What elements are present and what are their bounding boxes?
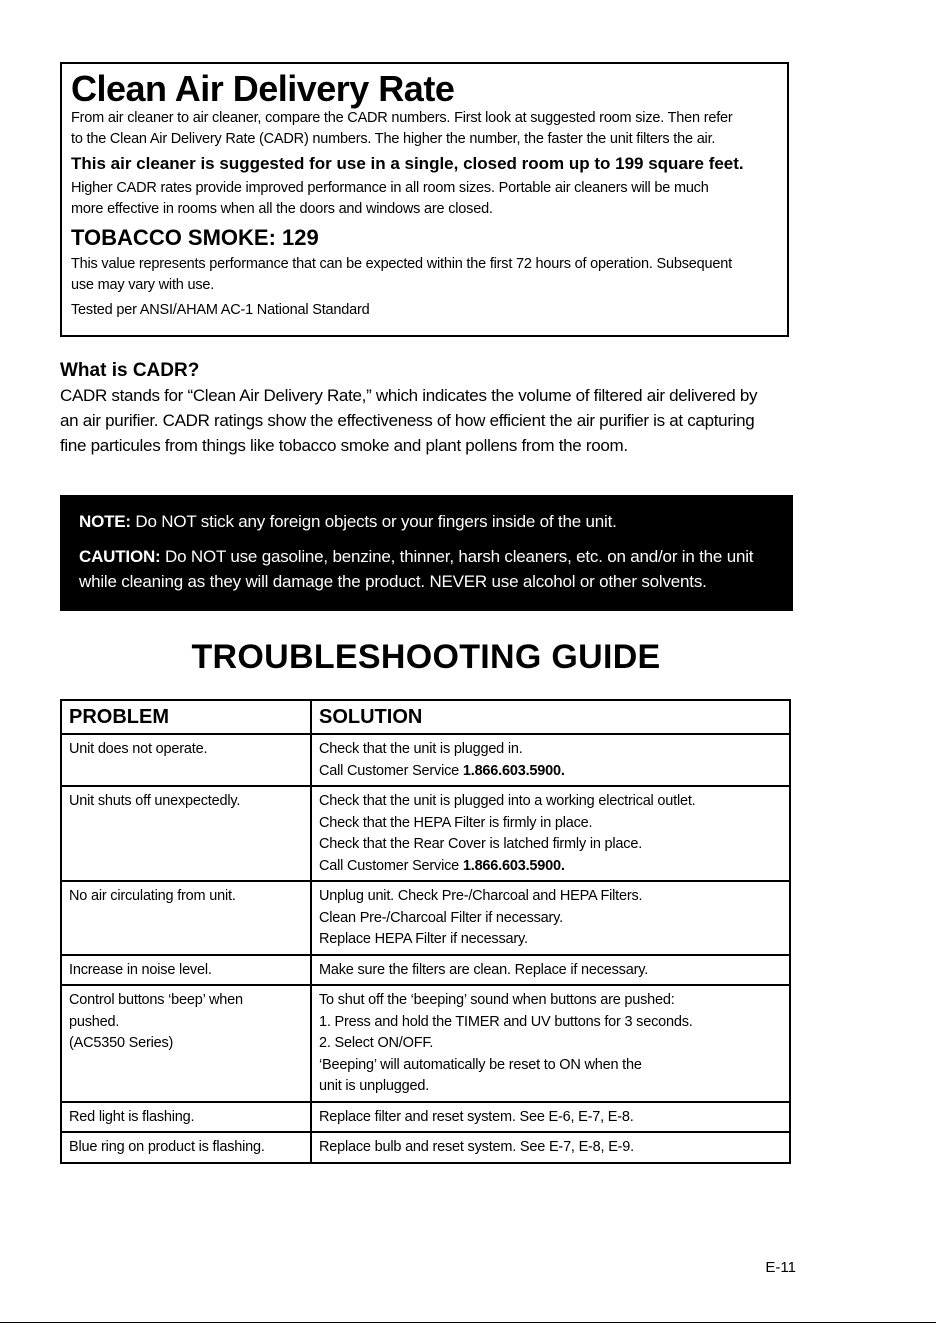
cadr-intro: [71, 108, 777, 150]
solution-line: [319, 1107, 783, 1129]
what-is-cadr-heading: What is CADR?: [60, 360, 200, 381]
problem-cell: [61, 1132, 311, 1163]
troubleshooting-rows: [61, 734, 790, 1163]
solution-text: Replace bulb and reset system. See E-7, E-8, E-9.: [319, 1139, 634, 1155]
note-text: [79, 509, 775, 534]
troubleshooting-table: [60, 699, 791, 1164]
solution-line: [319, 856, 783, 878]
solution-line: [319, 1033, 783, 1055]
cadr-value-note: [71, 254, 777, 296]
what-is-cadr-text: [60, 383, 800, 458]
problem-cell: [61, 881, 311, 955]
solution-line: [319, 1076, 783, 1098]
caution-text: [79, 544, 775, 594]
solution-cell: [311, 985, 790, 1102]
solution-text: Check that the unit is plugged in.: [319, 741, 523, 757]
solution-cell: [311, 786, 790, 881]
solution-text: To shut off the ‘beeping’ sound when buttons are pushed:: [319, 992, 675, 1008]
problem-cell: [61, 786, 311, 881]
solution-line: [319, 739, 783, 761]
solution-line: [319, 1137, 783, 1159]
problem-line: Unit shuts off unexpectedly.: [69, 793, 241, 809]
solution-line: [319, 990, 783, 1012]
solution-text: ‘Beeping’ will automatically be reset to ON when the: [319, 1056, 642, 1073]
solution-line: [319, 761, 783, 783]
solution-line: [319, 908, 783, 930]
solution-text: Clean Pre-/Charcoal Filter if necessary.: [319, 909, 563, 926]
phone-number: 1.866.603.5900.: [462, 762, 565, 779]
problem-line: pushed.: [69, 1013, 120, 1030]
problem-header: PROBLEM: [61, 700, 311, 734]
solution-line: [319, 886, 783, 908]
solution-text: Check that the unit is plugged into a working electrical outlet.: [319, 793, 696, 809]
solution-line: [319, 929, 783, 951]
solution-line: [319, 1055, 783, 1077]
cadr-higher-line: more effective in rooms when all the doors and windows are closed.: [71, 201, 493, 217]
what-is-cadr-line: an air purifier. CADR ratings show the effectiveness of how efficient the air purifier is at capturing: [60, 411, 755, 430]
solution-cell: [311, 881, 790, 955]
solution-text: Check that the HEPA Filter is firmly in place.: [319, 814, 593, 831]
solution-cell: [311, 1102, 790, 1133]
solution-text: 2. Select ON/OFF.: [319, 1035, 434, 1051]
table-row: [61, 881, 790, 955]
solution-text: Unplug unit. Check Pre-/Charcoal and HEPA Filters.: [319, 888, 643, 904]
problem-cell: [61, 734, 311, 786]
solution-cell: [311, 734, 790, 786]
table-row: [61, 1102, 790, 1133]
note-body: Do NOT stick any foreign objects or your fingers inside of the unit.: [130, 512, 617, 531]
solution-text: Call Customer Service: [319, 762, 463, 779]
cadr-value-line: This value represents performance that can be expected within the first 72 hours of operation. Subsequent: [71, 256, 732, 272]
cadr-intro-line: From air cleaner to air cleaner, compare the CADR numbers. First look at suggested room size. Then refer: [71, 110, 733, 126]
table-row: [61, 734, 790, 786]
table-row: [61, 1132, 790, 1163]
problem-line: Control buttons ‘beep’ when: [69, 992, 243, 1008]
solution-line: [319, 791, 783, 813]
page-number: E-11: [765, 1259, 796, 1276]
cadr-info-box: [60, 62, 789, 337]
table-row: [61, 985, 790, 1102]
cadr-higher-rates: [71, 178, 777, 220]
solution-line: [319, 813, 783, 835]
cadr-title: Clean Air Delivery Rate: [71, 68, 455, 109]
solution-text: 1. Press and hold the TIMER and UV buttons for 3 seconds.: [319, 1013, 693, 1030]
note-label: NOTE:: [79, 512, 131, 531]
solution-line: [319, 960, 783, 982]
cadr-intro-line: to the Clean Air Delivery Rate (CADR) numbers. The higher the number, the faster the unit filters the air.: [71, 131, 716, 147]
solution-text: Replace filter and reset system. See E-6, E-7, E-8.: [319, 1108, 634, 1125]
table-row: [61, 786, 790, 881]
problem-cell: [61, 985, 311, 1102]
problem-line: Unit does not operate.: [69, 741, 208, 757]
solution-cell: [311, 1132, 790, 1163]
tobacco-smoke-rating: TOBACCO SMOKE: 129: [71, 225, 319, 250]
solution-header: SOLUTION: [311, 700, 790, 734]
troubleshooting-title: TROUBLESHOOTING GUIDE: [191, 638, 661, 676]
what-is-cadr-line: fine particules from things like tobacco smoke and plant pollens from the room.: [60, 436, 628, 455]
problem-line: (AC5350 Series): [69, 1035, 174, 1051]
cadr-value-line: use may vary with use.: [71, 277, 215, 293]
solution-text: Call Customer Service: [319, 857, 463, 874]
caution-body: Do NOT use gasoline, benzine, thinner, harsh cleaners, etc. on and/or in the unit: [160, 547, 754, 566]
caution-label: CAUTION:: [79, 547, 161, 566]
caution-body-continued: while cleaning as they will damage the product. NEVER use alcohol or other solvents.: [79, 572, 707, 591]
solution-text: unit is unplugged.: [319, 1078, 430, 1094]
problem-line: Increase in noise level.: [69, 961, 212, 978]
room-size-suggestion: This air cleaner is suggested for use in a single, closed room up to 199 square feet.: [71, 154, 744, 173]
problem-line: Blue ring on product is flashing.: [69, 1139, 265, 1155]
tested-standard: Tested per ANSI/AHAM AC-1 National Standard: [71, 302, 370, 318]
solution-text: Replace HEPA Filter if necessary.: [319, 931, 528, 947]
solution-line: [319, 1012, 783, 1034]
solution-cell: [311, 955, 790, 986]
problem-cell: [61, 955, 311, 986]
note-caution-box: [60, 495, 793, 611]
phone-number: 1.866.603.5900.: [462, 857, 565, 874]
cadr-higher-line: Higher CADR rates provide improved performance in all room sizes. Portable air cleaners will be much: [71, 180, 709, 196]
bottom-rule: [0, 1322, 936, 1323]
problem-line: Red light is flashing.: [69, 1108, 195, 1125]
what-is-cadr-line: CADR stands for “Clean Air Delivery Rate,” which indicates the volume of filtered air delivered by: [60, 386, 758, 405]
solution-text: Check that the Rear Cover is latched firmly in place.: [319, 836, 643, 852]
what-is-cadr-section: [60, 359, 800, 458]
problem-line: No air circulating from unit.: [69, 888, 236, 904]
solution-text: Make sure the filters are clean. Replace if necessary.: [319, 961, 649, 978]
solution-line: [319, 834, 783, 856]
problem-cell: [61, 1102, 311, 1133]
table-header-row: [61, 700, 790, 734]
table-row: [61, 955, 790, 986]
